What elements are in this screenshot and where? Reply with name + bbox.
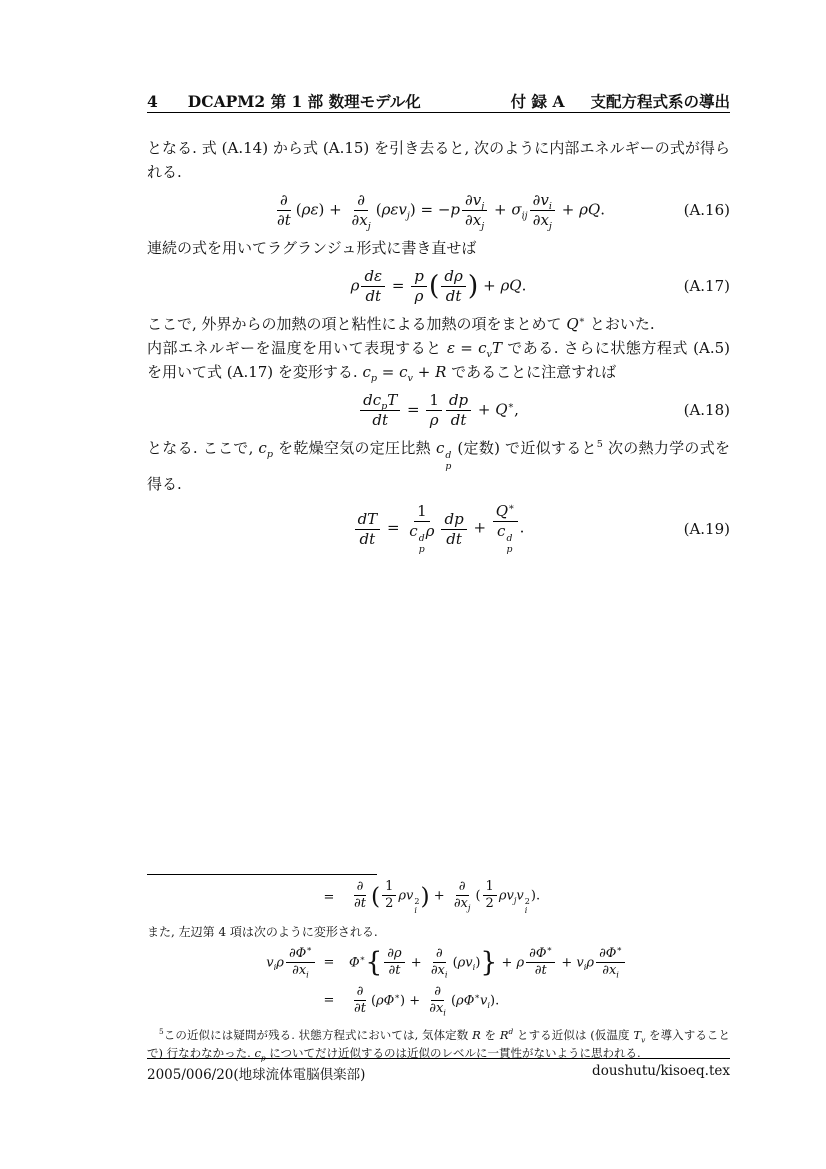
body-paragraph-1: となる. 式 (A.14) から式 (A.15) を引き去ると, 次のように内部エネルギーの式が得られる. bbox=[147, 139, 730, 181]
equation-a17-body: ρ $\frac{d\varepsilon}{dt}$ = $\frac{p}{\rho}$ ( $\frac{d\rho}{dt}$ ) + ρQ. bbox=[350, 266, 527, 305]
footnote-eqnarray-row-1 bbox=[147, 943, 730, 981]
page-footer bbox=[147, 1063, 730, 1083]
footnote-eq-row1-equals: = bbox=[323, 955, 335, 971]
body-paragraph-4: 内部エネルギーを温度を用いて表現すると $\varepsilon = c_vT$ である. さらに状態方程式 (A.5) を用いて式 (A.17) を変形する. $c_p = c_v + R$ であることに注意すれば bbox=[147, 339, 730, 384]
footnote-area bbox=[147, 874, 730, 1063]
header-rule bbox=[147, 112, 730, 113]
page-number: 4 bbox=[147, 92, 158, 111]
page-header bbox=[147, 90, 730, 112]
body-paragraph-5: となる. ここで, $c_p$ を乾燥空気の定圧比熱 c d p (定数) で近似すると$^5$ 次の熱力学の式を得る. bbox=[147, 439, 730, 494]
equation-a17 bbox=[147, 266, 730, 306]
footer-rule bbox=[147, 1058, 730, 1059]
header-right bbox=[511, 90, 730, 112]
header-left bbox=[147, 90, 421, 112]
equation-a16 bbox=[147, 190, 730, 230]
footer-date: 2005/006/20(地球流体電脳倶楽部) bbox=[147, 1067, 366, 1083]
equation-a16-label: (A.16) bbox=[683, 201, 730, 219]
footnote-5-text: $^5$この近似には疑問が残る. 状態方程式においては, 気体定数 R を $R^d$ とする近似は (仮温度 $T_v$ を導入することで) 行なわなかった. $c_p$ についてだけ近似するのは近似のレベルに一貫性がないように思われる. bbox=[147, 1027, 731, 1063]
equation-a18 bbox=[147, 390, 730, 430]
equation-a17-label: (A.17) bbox=[683, 277, 730, 295]
footnote-eq-row1-rhs: Φ∗{ $\frac{\partial\rho}{\partial t}$ + $\frac{\partial}{\partial x_i}$ $(\rho v_i)\} + \rho$ $\frac{\partial\Phi^∗}{\partial t}$ + $v_i\rho$ $\frac{\partial\Phi^∗}{\partial x_i}$ bbox=[341, 946, 730, 980]
equation-a19-label: (A.19) bbox=[683, 520, 730, 539]
equation-a19 bbox=[147, 502, 730, 555]
footnote-eqnarray-row-2 bbox=[147, 984, 730, 1018]
body-paragraph-2: 連続の式を用いてラグランジュ形式に書き直せば bbox=[147, 239, 477, 257]
equation-a19-body: $\frac{dT}{dt}$ = 1 c d p ρ $\frac{dp}{dt}$ + Q∗ c d p . bbox=[353, 502, 525, 555]
footnote-eq-row2-equals: = bbox=[323, 992, 335, 1008]
footnote-paragraph: また, 左辺第 4 項は次のように変形される. bbox=[147, 925, 378, 940]
appendix-label: 付 録 A bbox=[510, 92, 565, 111]
footnote-continued-equation bbox=[147, 879, 730, 915]
chapter-title: DCAPM2 第 1 部 数理モデル化 bbox=[187, 92, 421, 111]
appendix-title: 支配方程式系の導出 bbox=[590, 92, 730, 111]
footnote-eq-row2-rhs: $\frac{\partial}{\partial t}$ (ρΦ∗) + $\frac{\partial}{\partial x_i}$ $(\rho\Phi^∗v_i)$. bbox=[354, 983, 500, 1018]
body-paragraph-3: ここで, 外界からの加熱の項と粘性による加熱の項をまとめて Q∗ とおいた. bbox=[147, 315, 655, 333]
footnote-separator-rule bbox=[147, 874, 377, 875]
footnote-cont-eq-rhs: $\frac{\partial}{\partial t}$ ( $\frac{1}{2}$ ρv 2 i ) + $\frac{\partial}{\partial x_j}$ ( $\frac{1}{2}$ $\rho v_jv$ 2 i ). bbox=[354, 879, 541, 915]
footer-filename: doushutu/kisoeq.tex bbox=[592, 1063, 730, 1079]
equation-a18-label: (A.18) bbox=[683, 401, 730, 419]
footnote-cont-eq-equals: = bbox=[323, 889, 335, 905]
equation-a16-body: $\frac{\partial}{\partial t}$ (ρε) + $\frac{\partial}{\partial x_j}$ (ρεv$_j$) = −p $\frac{\partial v_j}{\partial x_j}$ + $\sigma_{ij}$ $\frac{\partial v_i}{\partial x_j}$ + ρQ. bbox=[277, 190, 605, 232]
equation-a18-body: $\frac{dc_pT}{dt}$ = $\frac{1}{\rho}$ $\frac{dp}{dt}$ + Q∗, bbox=[358, 391, 519, 430]
main-text-column bbox=[147, 136, 730, 562]
footnote-eq-row1-lhs: $v_i\rho$ $\frac{\partial\Phi^∗}{\partial x_i}$ bbox=[147, 946, 317, 980]
